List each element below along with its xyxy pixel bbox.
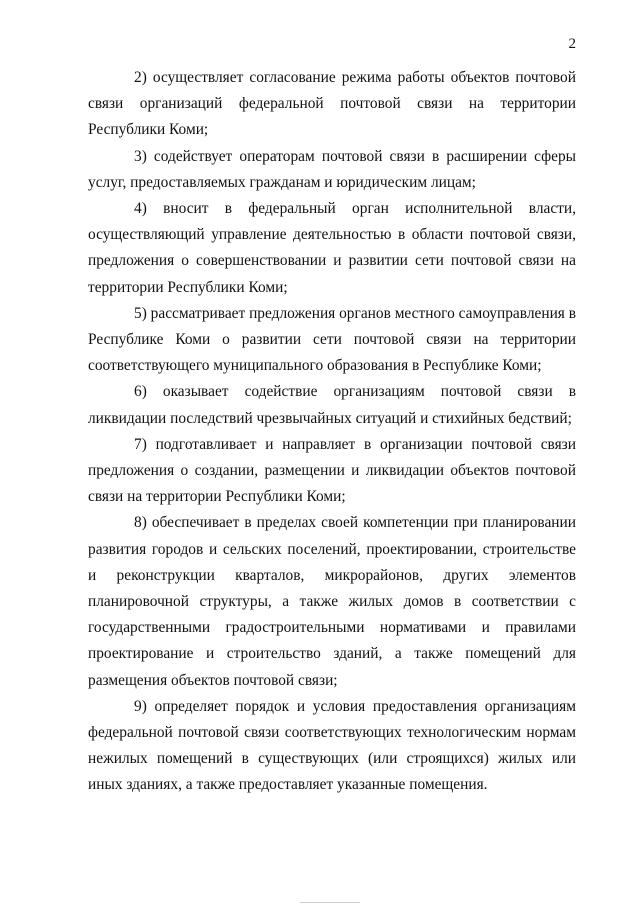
page-number: 2 bbox=[568, 36, 576, 52]
scan-edge-mark bbox=[300, 902, 360, 903]
paragraph-item-4: 4) вносит в федеральный орган исполнительной власти, осуществляющий управление деятельностью в области почтовой связи, предложения о совершенствовании и развитии сети почтовой связи на территории Республики Коми; bbox=[88, 200, 576, 296]
paragraph-item-7: 7) подготавливает и направляет в организации почтовой связи предложения о создании, размещении и ликвидации объектов почтовой связи на территории Республики Коми; bbox=[88, 435, 576, 506]
paragraph-item-3: 3) содействует операторам почтовой связи в расширении сферы услуг, предоставляемых гражданам и юридическим лицам; bbox=[88, 147, 576, 191]
paragraph-item-6: 6) оказывает содействие организациям почтовой связи в ликвидации последствий чрезвычайных ситуаций и стихийных бедствий; bbox=[88, 383, 576, 427]
paragraph-item-5: 5) рассматривает предложения органов местного самоуправления в Республике Коми о развитии сети почтовой связи на территории соответствующего муниципального образования в Республике Коми; bbox=[88, 304, 577, 375]
paragraph-item-2: 2) осуществляет согласование режима работы объектов почтовой связи организаций федеральной почтовой связи на территории Республики Коми; bbox=[88, 69, 576, 139]
document-body bbox=[88, 65, 576, 799]
paragraph-item-8: 8) обеспечивает в пределах своей компетенции при планировании развития городов и сельских поселений, проектировании, строительстве и реконструкции кварталов, микрорайонов, других элементов планировочной структуры, а также жилых домов в соответствии с государственными градостроительными нормативами и правилами проектирование и строительство зданий, а также помещений для размещения объектов почтовой связи; bbox=[88, 514, 576, 689]
paragraph-item-9: 9) определяет порядок и условия предоставления организациям федеральной почтовой связи соответствующих технологическим нормам нежилых помещений в существующих (или строящихся) жилых или иных зданиях, а также предоставляет указанные помещения. bbox=[88, 697, 576, 794]
